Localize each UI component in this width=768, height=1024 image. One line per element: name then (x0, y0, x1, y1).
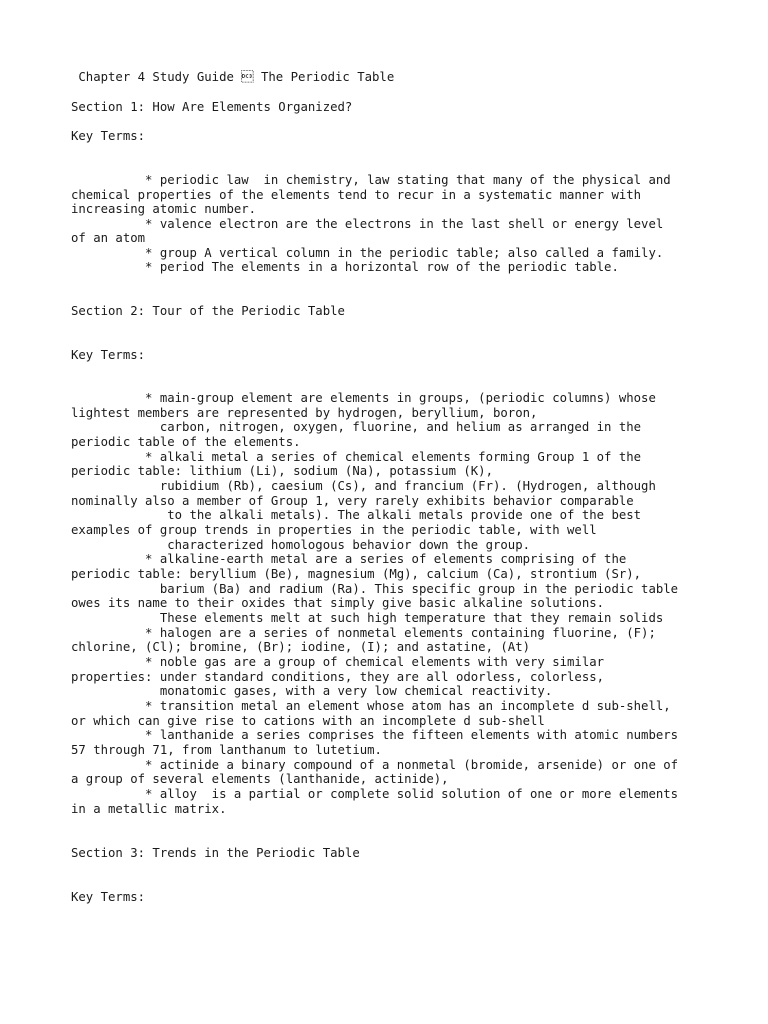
section-2-line: 57 through 71, from lanthanum to lutetium. (71, 743, 382, 757)
section-2-line: in a metallic matrix. (71, 802, 227, 816)
section-2-line: lightest members are represented by hydrogen, beryllium, boron, (71, 406, 538, 420)
section-1-line: * valence electron are the electrons in the last shell or energy level (71, 217, 664, 231)
section-1-key-terms-label: Key Terms: (71, 129, 146, 143)
section-2-line: nominally also a member of Group 1, very rarely exhibits behavior comparable (71, 494, 634, 508)
section-2-line: * alkaline-earth metal are a series of elements comprising of the (71, 552, 627, 566)
section-2-line: examples of group trends in properties in the periodic table, with well (71, 523, 597, 537)
section-1-heading: Section 1: How Are Elements Organized? (71, 100, 353, 114)
section-1-line: * periodic law in chemistry, law stating that many of the physical and (71, 173, 671, 187)
document-title: Chapter 4 Study Guide  The Periodic Table (71, 70, 395, 84)
section-1-line: increasing atomic number. (71, 202, 257, 216)
section-2-line: carbon, nitrogen, oxygen, fluorine, and helium as arranged in the (71, 420, 642, 434)
section-2-line: owes its name to their oxides that simply give basic alkaline solutions. (71, 596, 605, 610)
section-2-line: rubidium (Rb), caesium (Cs), and francium (Fr). (Hydrogen, although (71, 479, 656, 493)
section-2-line: * transition metal an element whose atom has an incomplete d sub-shell, (71, 699, 671, 713)
section-1-line: of an atom (71, 231, 146, 245)
section-2-line: chlorine, (Cl); bromine, (Br); iodine, (I); and astatine, (At) (71, 640, 531, 654)
section-2-line: barium (Ba) and radium (Ra). This specific group in the periodic table (71, 582, 679, 596)
section-2-heading: Section 2: Tour of the Periodic Table (71, 304, 345, 318)
section-2-line: * halogen are a series of nonmetal elements containing fluorine, (F); (71, 626, 656, 640)
section-2-line: * lanthanide a series comprises the fifteen elements with atomic numbers (71, 728, 679, 742)
section-1-line: * period The elements in a horizontal row of the periodic table. (71, 260, 619, 274)
section-1-line: * group A vertical column in the periodic table; also called a family. (71, 246, 664, 260)
section-2-line: * alloy is a partial or complete solid solution of one or more elements (71, 787, 679, 801)
section-2-line: These elements melt at such high temperature that they remain solids (71, 611, 664, 625)
section-2-line: periodic table: beryllium (Be), magnesium (Mg), calcium (Ca), strontium (Sr), (71, 567, 642, 581)
section-2-line: * actinide a binary compound of a nonmetal (bromide, arsenide) or one of (71, 758, 679, 772)
section-2-line: or which can give rise to cations with an incomplete d sub-shell (71, 714, 545, 728)
section-1-line: chemical properties of the elements tend to recur in a systematic manner with (71, 188, 642, 202)
section-2-line: * main-group element are elements in groups, (periodic columns) whose (71, 391, 656, 405)
section-2-line: periodic table: lithium (Li), sodium (Na), potassium (K), (71, 464, 493, 478)
section-2-line: periodic table of the elements. (71, 435, 301, 449)
section-2-key-terms-label: Key Terms: (71, 348, 146, 362)
section-2-line: characterized homologous behavior down the group. (71, 538, 531, 552)
section-3-key-terms-label: Key Terms: (71, 890, 146, 904)
section-3-heading: Section 3: Trends in the Periodic Table (71, 846, 360, 860)
section-2-line: a group of several elements (lanthanide, actinide), (71, 772, 449, 786)
section-2-line: to the alkali metals). The alkali metals provide one of the best (71, 508, 642, 522)
section-2-line: * alkali metal a series of chemical elements forming Group 1 of the (71, 450, 642, 464)
section-2-line: * noble gas are a group of chemical elements with very similar (71, 655, 605, 669)
section-2-line: monatomic gases, with a very low chemical reactivity. (71, 684, 553, 698)
section-2-line: properties: under standard conditions, they are all odorless, colorless, (71, 670, 605, 684)
